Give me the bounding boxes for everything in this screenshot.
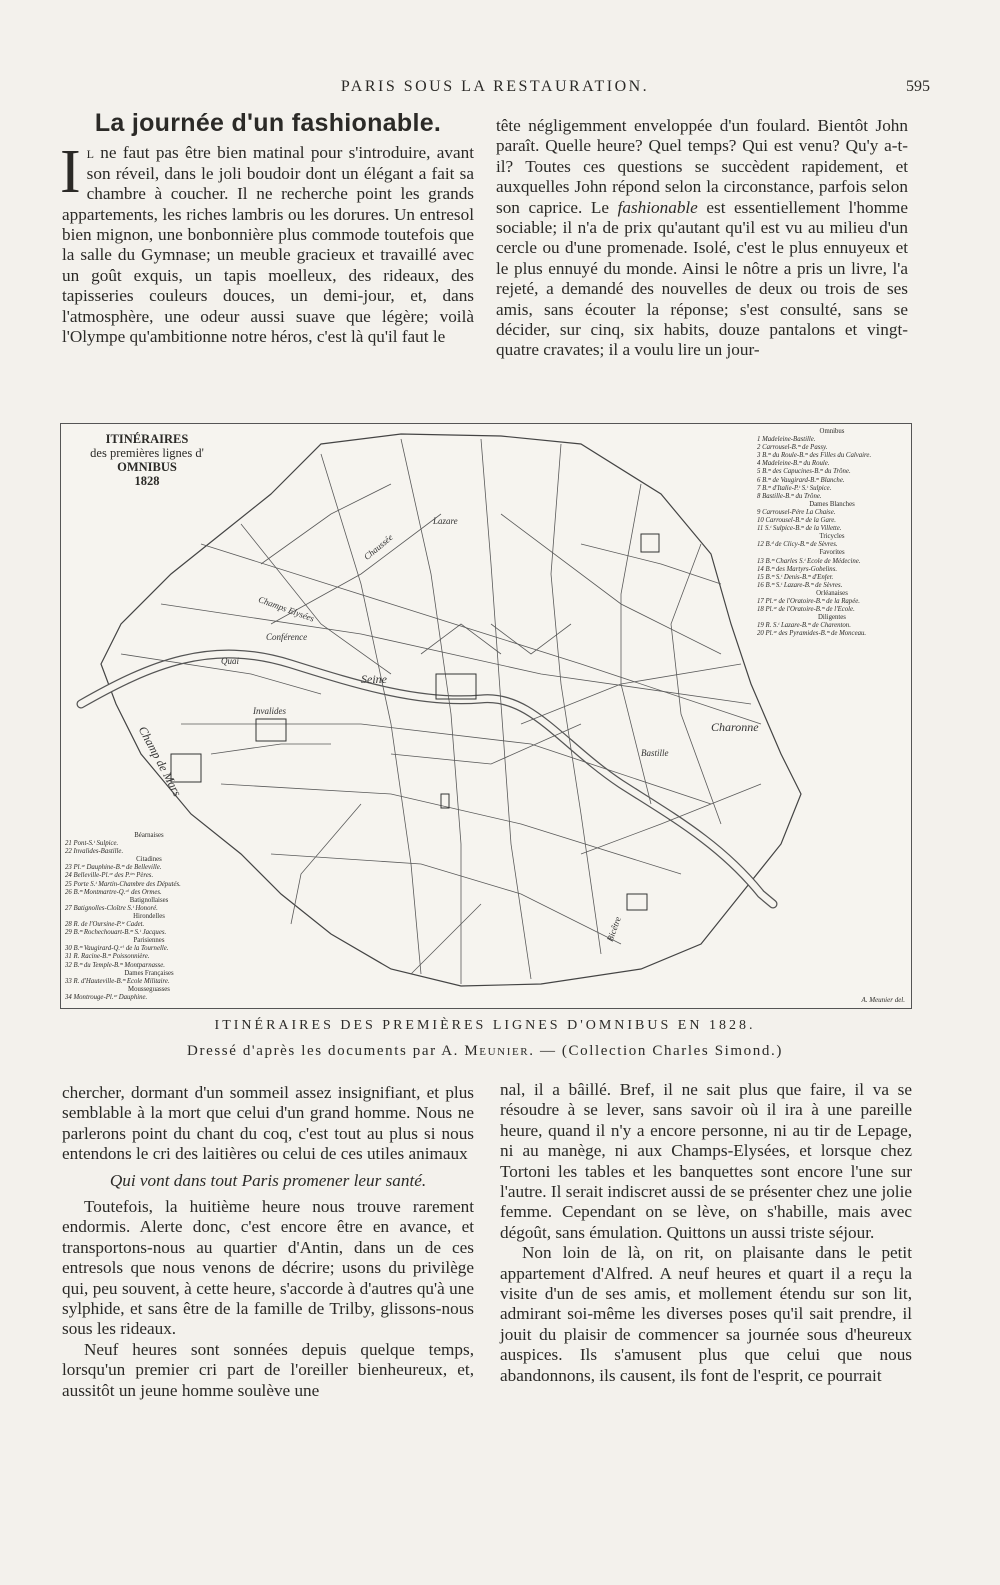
legend-right-row: Dames Blanches	[809, 500, 855, 508]
omnibus-map	[60, 423, 912, 1009]
legend-left-row: Mousseguasses	[128, 985, 170, 993]
legend-left-row: 31 R. Racine-B.ᵐ Poissonnière.	[65, 953, 150, 961]
paragraph-continued	[496, 116, 908, 361]
legend-right-row: Diligentes	[818, 614, 846, 622]
legend-left-row: Parisiennes	[133, 937, 165, 945]
map-label-quai: Quai	[221, 656, 239, 666]
map-label-conference: Conférence	[266, 632, 308, 642]
map-label-chaussee: Chaussée	[361, 532, 395, 562]
caption-credit-name: Meunier	[464, 1043, 530, 1059]
paragraph-opening-text: ne faut pas être bien matinal pour s'introduire, avant son réveil, dans le joli boudoir dont un élégant a fait sa chambre à coucher. Il ne recherche point les grands appartements, les riches lambris ou les dorures. Un entresol bien mignon, une bonbonnière plus commode toutefois que la salle du Gymnase; un meuble gracieux et travaillé avec un goût exquis, un tapis moelleux, des rideaux, des tapisseries couleurs douces, un demi-jour, et, dans l'atmosphère, une odeur aussi suave que légère; voilà l'Olympe qu'ambitionne notre héros, c'est là qu'il faut le	[62, 143, 474, 347]
legend-right-row: 3 B.ᵐ du Roule-B.ᵐ des Filles du Calvaire.	[757, 452, 872, 460]
legend-right-row: 8 Bastille-B.ᵐ du Trône.	[757, 492, 822, 500]
legend-right-row: 12 B.ᵈ de Clicy-B.ᵐ de Sèvres.	[757, 541, 838, 549]
legend-left-row: 24 Belleville-Pl.ᶜᵉ des P.ᵗᵉˢ Pères.	[65, 872, 154, 880]
legend-right-row: 13 B.ᵐ Charles S.ᵗ Ecole de Médecine.	[757, 557, 861, 565]
map-label-bastille: Bastille	[641, 748, 669, 758]
legend-left-row: 25 Porte S.ᵗ Martin-Chambre des Députés.	[65, 880, 181, 888]
map-title-line2: des premières lignes d'	[90, 446, 204, 460]
legend-right-row: Omnibus	[819, 428, 845, 435]
column-right-top	[496, 116, 908, 361]
legend-left-row: Hirondelles	[133, 912, 165, 920]
legend-right-row: Favorites	[819, 549, 845, 557]
legend-left-row: 27 Batignolles-Cloître S.ᵗ Honoré.	[65, 904, 158, 912]
legend-right-row: Tricycles	[819, 533, 845, 541]
legend-right-row: 6 B.ᵐ de Vaugirard-B.ᵐ Blanche.	[757, 476, 845, 484]
paragraph-neuf-heures: Neuf heures sont sonnées depuis quelque temps, lorsqu'un premier cri part de l'oreiller bienheureux, et, aussitôt un jeune homme soulève une	[62, 1339, 474, 1400]
map-label-champ-de-mars: Champ de Mars	[135, 723, 185, 799]
map-credit: A. Meunier del.	[861, 996, 905, 1004]
legend-left-row: 30 B.ᵐ Vaugirard-Q.ᵃⁱ de la Tournelle.	[65, 945, 169, 953]
legend-left-row: 32 B.ᵐ du Temple-B.ᵐ Montparnasse.	[65, 961, 166, 969]
map-label-seine: Seine	[361, 672, 387, 686]
legend-left-row: 29 B.ᵐ Rochechouart-B.ᵐ S.ᵗ Jacques.	[65, 929, 167, 937]
verse-quote: Qui vont dans tout Paris promener leur santé.	[109, 1170, 427, 1190]
article-title: La journée d'un fashionable.	[94, 109, 442, 137]
legend-left-row: Dames Françaises	[124, 969, 174, 977]
legend-right-row: 4 Madeleine-B.ᵐ du Roule.	[757, 460, 830, 468]
column-left-bottom	[62, 1083, 474, 1401]
legend-right-row: 2 Carrousel-B.ᵐ de Passy.	[757, 444, 828, 452]
legend-left-row: Béarnaises	[134, 832, 164, 839]
map-title-line1: ITINÉRAIRES	[105, 432, 189, 446]
legend-right-row: Orléanaises	[816, 589, 848, 597]
legend-right-row: 10 Carrousel-B.ᵐ de la Gare.	[757, 517, 836, 525]
figure-caption-title: ITINÉRAIRES DES PREMIÈRES LIGNES D'OMNIBUS EN 1828.	[214, 1018, 756, 1033]
page-number: 595	[906, 78, 930, 95]
paragraph-alfred: Non loin de là, on rit, on plaisante dans le petit appartement d'Alfred. A neuf heures et quart il a reçu la visite d'un de ses amis, et mollement étendu sur son lit, admirant soi-même les diverses poses qu'il sait prendre, il jouit du plaisir de commencer sa journée sous d'heureux auspices. Ils s'amusent plus que celui que nous abandonnons, ils causent, ils font de l'esprit, ce pourrait	[500, 1243, 912, 1385]
legend-left	[65, 832, 233, 1002]
column-left-top	[60, 109, 474, 347]
legend-right-row: 5 B.ᵐ des Capucines-B.ᵐ du Trône.	[757, 468, 851, 476]
caption-credit-a: Dressé d'après les documents par A.	[187, 1043, 465, 1059]
running-title: PARIS SOUS LA RESTAURATION.	[340, 78, 650, 95]
legend-right-row: 16 B.ᵐ S.ᵗ Lazare-B.ᵐ de Sèvres.	[757, 581, 843, 589]
paragraph-continued-b: est essentiellement l'homme sociable; il n'a de prix qu'autant qu'il est vu au milieu d'un cercle ou d'une promenade. Isolé, c'est le plus ennuyeux et le plus ennuyé du monde. Ainsi le nôtre a pris un livre, l'a rejeté, a demandé des nouvelles de deux ou trois de ses amis, sans écouter la réponse; s'est consulté, sans se décider, sur cinq, six habits, douze pantalons et vingt-quatre cravates; il a voulu lire un jour-	[496, 197, 908, 360]
map-label-invalides: Invalides	[253, 706, 286, 716]
paragraph-continued-a: tête négligemment enveloppée d'un foulard. Bientôt John paraît. Quelle heure? Quel temps? Qui est venu? Qu'y a-t-il? Toutes ces questions se succèdent rapidement, et auxquelles John répond selon la circonstance, parfois selon son caprice. Le	[496, 116, 908, 217]
column-right-bottom	[500, 1080, 912, 1386]
map-label-charonne: Charonne	[711, 720, 759, 734]
legend-right-row: 7 B.ᵐ d'Italie-P.ᵗ S.ᵗ Sulpice.	[757, 484, 832, 492]
legend-right	[757, 428, 907, 638]
legend-left-row: 28 R. de l'Oursine-P.ᵗᵉ Cadet.	[65, 921, 145, 929]
legend-left-row: 34 Montrouge-Pl.ᶜᵉ Dauphine.	[65, 993, 148, 1001]
paragraph-chercher: chercher, dormant d'un sommeil assez insignifiant, et plus semblable à la mort que celui d'un grand homme. Nous ne parlerons point du chant du coq, c'est tout au plus si nous entendons le cri des laitières ou celui de ces utiles animaux	[62, 1083, 474, 1164]
legend-right-row: 17 Pl.ᶜᵉ de l'Oratoire-B.ᵐ de la Rapée.	[757, 597, 860, 605]
legend-left-row: 26 B.ᵐ Montmartre-Q.ᵃⁱ des Ormes.	[65, 888, 162, 896]
map-label-champs-elysees: Champs Elysées	[257, 594, 316, 624]
paragraph-nal: nal, il a bâillé. Bref, il ne sait plus que faire, il va se résoudre à se lever, sans savoir où il ira à une pareille heure, quand il n'y a encore personne, ni au tir de Lepage, ni au manège, ni aux Champs-Elysées, et lorsque chez Tortoni les tables et les banquettes sont encore l'une sur l'autre. Il serait indiscret aussi de se présenter chez une jolie femme. Cependant on se lève, on s'habille, mais avec dégoût, sans émulation. Quittons un aussi triste séjour.	[500, 1080, 912, 1242]
fashionable-emphasis: fashionable	[617, 197, 698, 217]
paragraph-huitieme: Toutefois, la huitième heure nous trouve rarement endormis. Alerte donc, c'est encore être en avance, et transportons-nous au quartier d'Antin, dans un de ces entresols que nous venons de décrire; usons du privilège qui, peu souvent, à cette heure, s'accorde à d'autres qu'à une sylphide, et sans être de la famille de Trilby, glissons-nous sous les rideaux.	[62, 1197, 474, 1339]
running-head	[60, 78, 930, 102]
legend-left-row: Citadines	[136, 856, 162, 864]
legend-right-row: 15 B.ᵐ S.ᵗ Denis-B.ᵐ d'Enfer.	[757, 573, 834, 581]
caption-credit-b: . — (Collection Charles Simond.)	[529, 1043, 783, 1059]
map-label-lazare: Lazare	[433, 516, 458, 526]
monuments	[171, 534, 659, 910]
legend-right-row: 20 Pl.ᶜᵉ des Pyramides-B.ᵐ de Monceau.	[757, 630, 867, 638]
legend-right-row: 19 R. S.ᵗ Lazare-B.ᵐ de Charenton.	[757, 622, 851, 630]
legend-left-row: 23 Pl.ᶜᵉ Dauphine-B.ᵐ de Belleville.	[65, 864, 162, 872]
legend-right-row: 18 Pl.ᶜᵉ de l'Oratoire-B.ᵐ de l'Ecole.	[757, 606, 855, 614]
legend-left-row: 22 Invalides-Bastille.	[65, 848, 124, 856]
legend-left-row: 33 R. d'Hauteville-B.ᵐ Ecole Militaire.	[65, 977, 170, 985]
paragraph-opening	[60, 138, 474, 347]
legend-right-row: 1 Madeleine-Bastille.	[757, 436, 816, 444]
map-title-line3: OMNIBUS	[117, 460, 177, 474]
map-title-year: 1828	[134, 474, 160, 488]
legend-left-row: 21 Pont-S.ᵗ Sulpice.	[65, 840, 119, 848]
legend-right-row: 11 S.ᵗ Sulpice-B.ᵐ de la Villette.	[757, 525, 842, 533]
legend-right-row: 9 Carrousel-Pére La Chaise.	[757, 508, 836, 516]
legend-right-row: 14 B.ᵐ des Martyrs-Gobelins.	[757, 565, 838, 573]
dropcap: I	[60, 138, 81, 207]
figure-caption-credit	[60, 1043, 910, 1060]
map-label-bicetre: Bicêtre	[604, 915, 623, 943]
legend-left-row: Batignollaises	[129, 896, 169, 904]
lead-smallcaps: l	[86, 143, 94, 163]
map-title-block	[67, 432, 227, 488]
